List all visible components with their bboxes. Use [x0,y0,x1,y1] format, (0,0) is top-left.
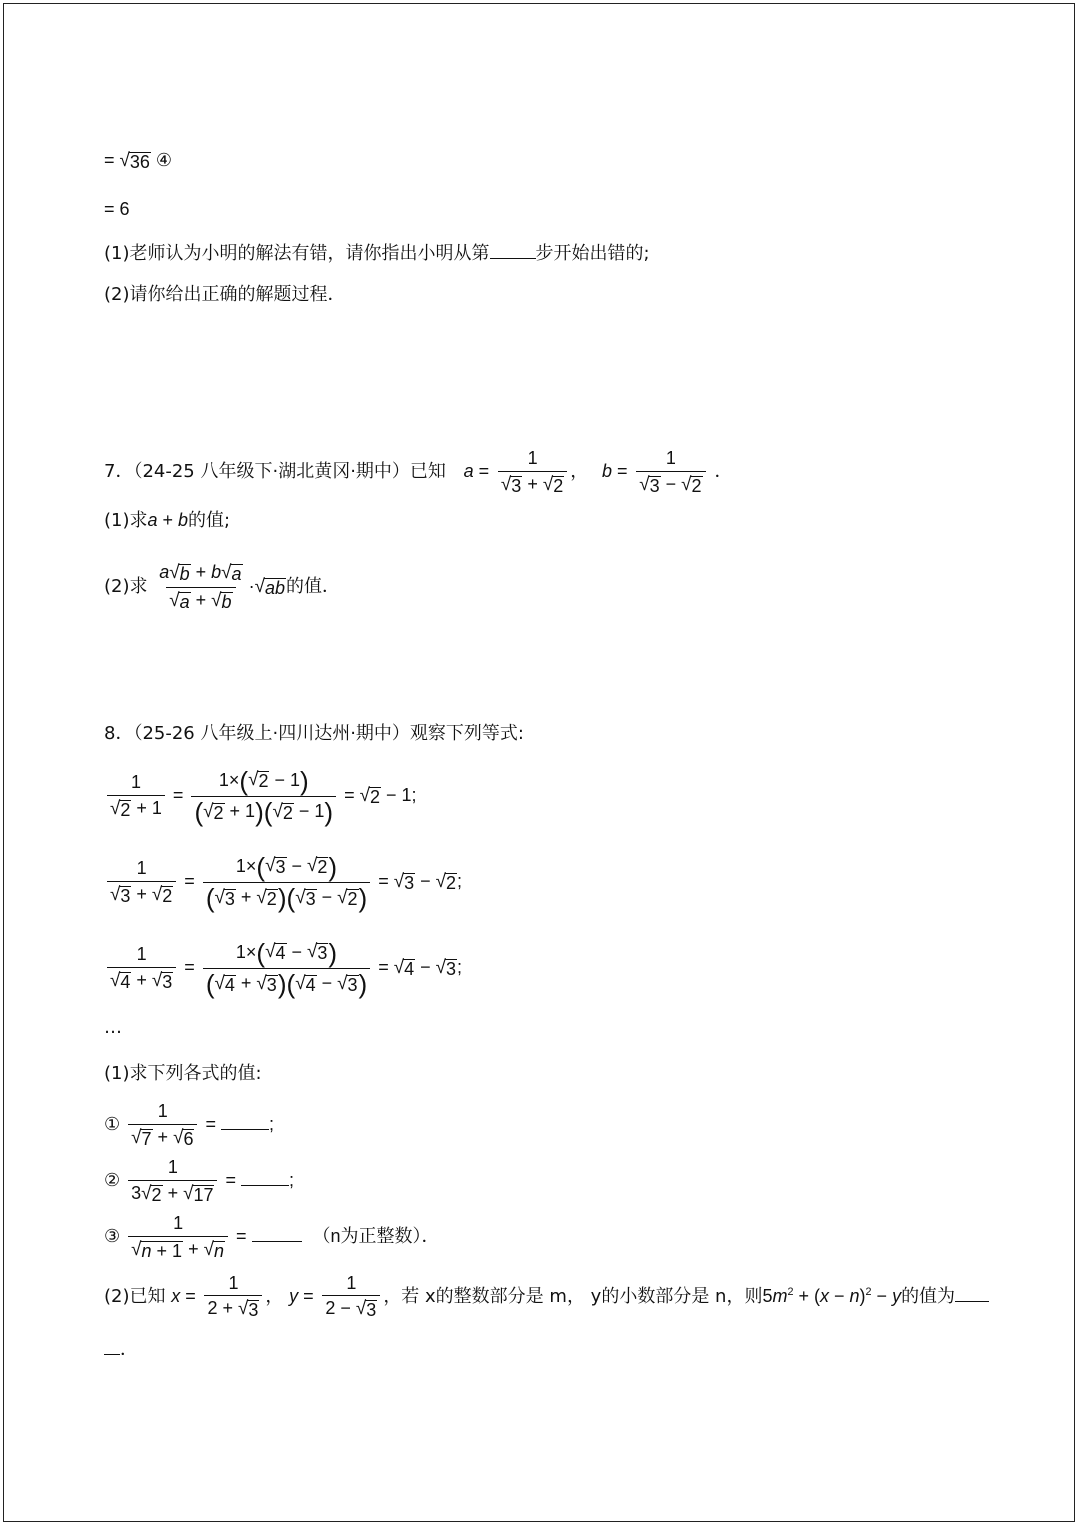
question-8-part-1: (1)求下列各式的值: [104,1063,262,1084]
answer-blank[interactable] [241,1167,289,1186]
question-8-part-2-continuation: ． [104,1336,138,1362]
sub-item-1: ① 1 √ 7 + √ 6 = ; [104,1101,274,1149]
question-7-part-1: (1)求a + b的值; [104,510,231,531]
example-equation-2: 1 √ 3 + √ 2 = 1×( √ 3 − √ 2 ) ( √ 3 + √ 2 )( √ 3 − √ 2 ) = √ 3 − √ 2 ; [104,848,462,914]
question-8-part-2: (2)已知 x = 1 2 + √ 3 ， y = 1 2 − √ 3 ，若 x的整数部分是 m， y的小数部分是 n，则$5m^2 + (x - n)^2 - y$的值为 [104,1266,989,1323]
solution-result: = 6 [104,199,130,219]
answer-blank[interactable] [490,240,536,259]
answer-blank[interactable] [252,1223,302,1242]
example-equation-1: 1 √ 2 + 1 = 1×( √ 2 − 1) ( √ 2 + 1)( √ 2 − 1) = √ 2 − 1; [104,762,417,828]
solution-step-4: = √ 36 ④ [104,150,173,172]
question-6-part-1: (1)老师认为小明的解法有错，请你指出小明从第 步开始出错的; [104,240,650,266]
sub-item-3: ③ 1 √ n + 1 + √ n = （n为正整数）． [104,1213,440,1261]
question-7-stem: 7．（24-25 八年级下·湖北黄冈·期中）已知 a = 1 √ 3 + √ 2 ， b = 1 √ 3 − √ 2 ． [104,448,733,496]
question-8-stem: 8．（25-26 八年级上·四川达州·期中）观察下列等式: [104,723,524,744]
a-fraction: 1 √ 3 + √ 2 [498,448,567,496]
sub-item-2: ② 1 3 √ 2 + √ 17 = ; [104,1157,295,1205]
question-7-part-2: (2)求 a √ b + b √ a √ a + √ b · √ ab 的值． [104,561,340,612]
answer-blank[interactable] [955,1283,989,1302]
question-6-part-2: (2)请你给出正确的解题过程． [104,284,346,305]
answer-blank[interactable] [221,1111,269,1130]
ellipsis: … [104,1017,122,1038]
example-equation-3: 1 √ 4 + √ 3 = 1×( √ 4 − √ 3 ) ( √ 4 + √ 3 )( √ 4 − √ 3 ) = √ 4 − √ 3 ; [104,934,462,1000]
answer-blank-continued[interactable] [104,1336,120,1355]
part-2-fraction: a √ b + b √ a √ a + √ b [159,561,242,612]
b-fraction: 1 √ 3 − √ 2 [636,448,705,496]
